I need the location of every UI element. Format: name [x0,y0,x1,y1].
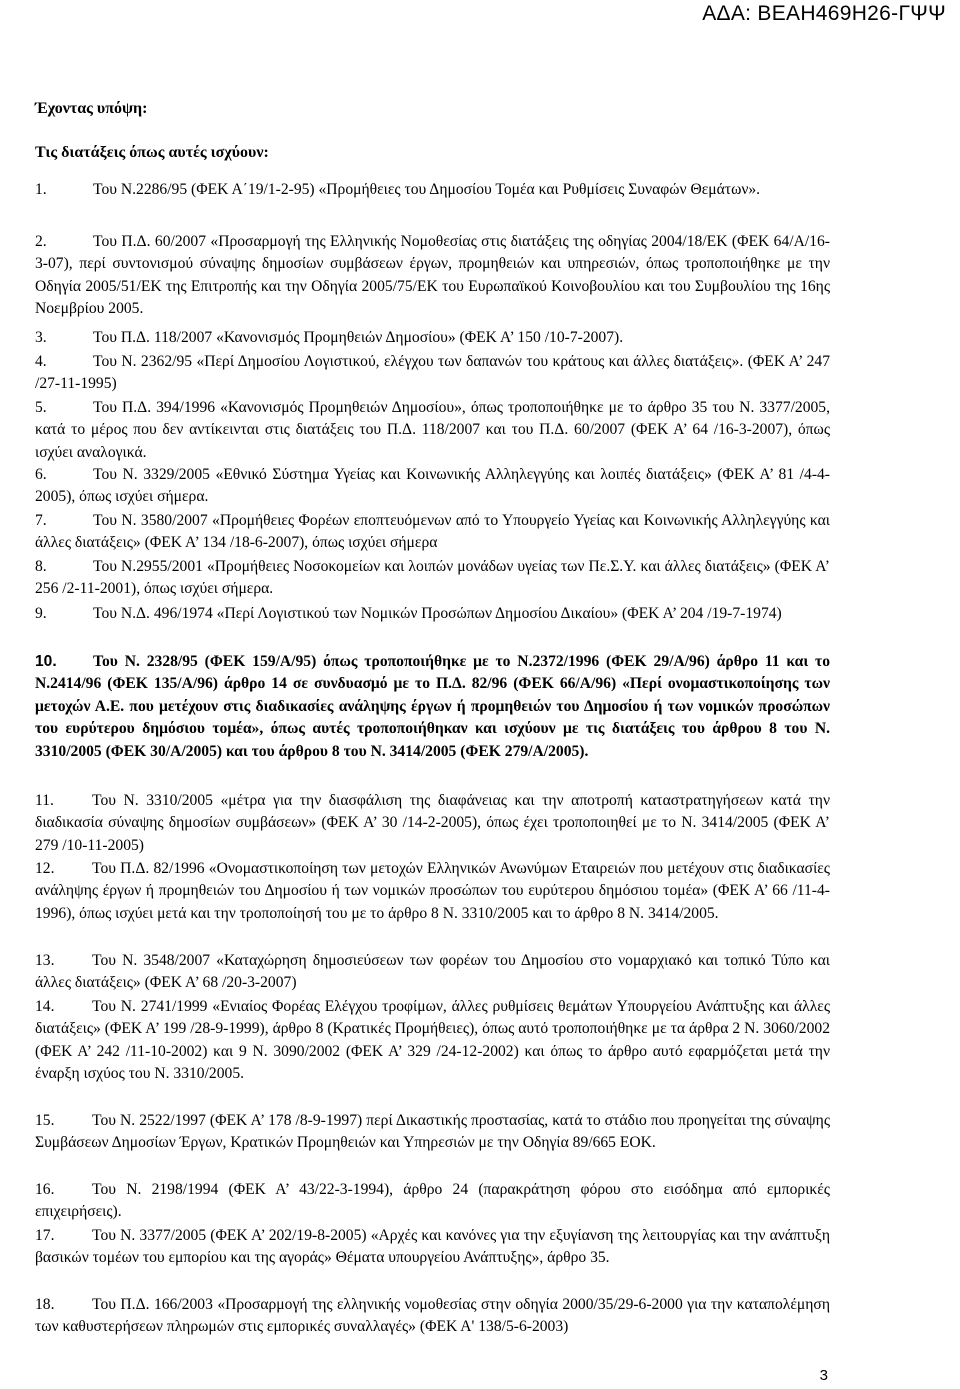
item-text: Του Ν. 2522/1997 (ΦΕΚ Α’ 178 /8-9-1997) περί Δικαστικής προστασίας, κατά το στάδιο που προηγείται της σύναψης Συμβάσεων Δημοσίων Έργων, Κρατικών Προμηθειών και Υπηρεσιών με την Οδηγία 89/665 ΕΟΚ. [35,1112,830,1152]
item-number: 2. [35,233,47,250]
list-item [35,996,830,1086]
list-item [35,950,830,995]
item-number: 7. [35,512,47,529]
item-number: 12. [35,860,55,877]
item-text: Του Ν. 3377/2005 (ΦΕΚ Α’ 202/19-8-2005) «Αρχές και κανόνες για την εξυγίανση της λειτουργίας και την ανάπτυξη βασικών τομέων του εμπορίου και της αγοράς» Θέματα υπουργείου Ανάπτυξης», άρθρο 35. [35,1227,830,1267]
item-number: 11. [35,792,54,809]
item-text: Του Ν. 2328/95 (ΦΕΚ 159/Α/95) όπως τροποποιήθηκε με το Ν.2372/1996 (ΦΕΚ 29/Α/96) άρθρο 11 και το Ν.2414/96 (ΦΕΚ 135/Α/96) άρθρο 14 σε συνδυασμό με το Π.Δ. 82/96 (ΦΕΚ 66/Α/96) «Περί ονομαστικοποίησης των μετοχών Α.Ε. που μετέχουν στις διαδικασίες ανάληψης έργων ή προμηθειών του Δημοσίου ή των νομικών προσώπων του ευρύτερου δημόσιου τομέα», όπως αυτές τροποποιήθηκαν και ισχύουν με τις διατάξεις του άρθρου 8 του Ν. 3310/2005 (ΦΕΚ 30/Α/2005) και του άρθρου 8 του Ν. 3414/2005 (ΦΕΚ 279/Α/2005). [35,653,830,760]
heading-provisions: Τις διατάξεις όπως αυτές ισχύουν: [35,144,269,161]
list-item [35,556,830,601]
page-number: 3 [819,1367,828,1384]
item-number: 8. [35,558,47,575]
list-item [35,1294,830,1339]
list-item [35,1179,830,1224]
list-item [35,1110,830,1155]
item-text: Του Ν. 2741/1999 «Ενιαίος Φορέας Ελέγχου τροφίμων, άλλες ρυθμίσεις θεμάτων Υπουργείου Ανάπτυξης και άλλες διατάξεις» (ΦΕΚ Α’ 199 /28-9-1999), άρθρο 8 (Κρατικές Προμήθειες), όπως αυτό τροποποιήθηκε με τα άρθρα 2 Ν. 3060/2002 (ΦΕΚ Α’ 242 /11-10-2002) και 9 Ν. 3090/2002 (ΦΕΚ Α’ 329 /24-12-2002) και όπως το άρθρο αυτό εφαρμόζεται μετά την έναρξη ισχύος του Ν. 3310/2005. [35,998,830,1083]
item-number: 3. [35,329,47,346]
item-number: 5. [35,399,47,416]
item-number: 18. [35,1296,55,1313]
list-item [35,510,830,555]
item-text: Του Ν. 3580/2007 «Προμήθειες Φορέων εποπτευόμενων από το Υπουργείο Υγείας και Κοινωνικής Αλληλεγγύης και άλλες διατάξεις» (ΦΕΚ Α’ 134 /18-6-2007), όπως ισχύει σήμερα [35,512,830,552]
item-number: 9. [35,605,47,622]
item-number: 13. [35,952,55,969]
item-text: Του Ν.2955/2001 «Προμήθειες Νοσοκομείων και λοιπών μονάδων υγείας των Πε.Σ.Υ. και άλλες διατάξεις» (ΦΕΚ Α’ 256 /2-11-2001), όπως ισχύει σήμερα. [35,558,830,598]
list-item [35,651,830,763]
list-item [35,790,830,857]
item-text: Του Π.Δ. 118/2007 «Κανονισμός Προμηθειών Δημοσίου» (ΦΕΚ Α’ 150 /10-7-2007). [93,329,624,346]
item-text: Του Π.Δ. 166/2003 «Προσαρμογή της ελληνικής νομοθεσίας στην οδηγία 2000/35/29-6-2000 για την καταπολέμηση των καθυστερήσεων πληρωμών στις εμπορικές συναλλαγές» (ΦΕΚ Α' 138/5-6-2003) [35,1296,830,1336]
item-number: 4. [35,353,47,370]
item-text: Του Ν.Δ. 496/1974 «Περί Λογιστικού των Νομικών Προσώπων Δημοσίου Δικαίου» (ΦΕΚ Α’ 204 /19-7-1974) [93,605,782,622]
list-item [35,351,830,396]
item-number: 6. [35,466,47,483]
item-text: Του Ν. 3548/2007 «Καταχώρηση δημοσιεύσεων των φορέων του Δημοσίου στο νομαρχιακό και τοπικό Τύπο και άλλες διατάξεις» (ΦΕΚ Α’ 68 /20-3-2007) [35,952,830,992]
ada-code: ΑΔΑ: ΒΕΑΗ469Η26-ΓΨΨ [702,2,946,25]
item-number: 10. [35,653,57,670]
item-text: Του Ν. 2198/1994 (ΦΕΚ Α’ 43/22-3-1994), άρθρο 24 (παρακράτηση φόρου στο εισόδημα από εμπορικές επιχειρήσεις). [35,1181,830,1221]
list-item [35,603,830,625]
item-text: Του Π.Δ. 394/1996 «Κανονισμός Προμηθειών Δημοσίου», όπως τροποποιήθηκε με το άρθρο 35 του Ν. 3377/2005, κατά το μέρος που δεν αντίκεινται στις διατάξεις του Π.Δ. 118/2007 και του Π.Δ. 60/2007 (ΦΕΚ Α’ 64 /16-3-2007), όπως ισχύει αναλογικά. [35,399,830,461]
heading-having-regard: Έχοντας υπόψη: [35,100,148,117]
list-item [35,1225,830,1270]
item-text: Του Π.Δ. 60/2007 «Προσαρμογή της Ελληνικής Νομοθεσίας στις διατάξεις της οδηγίας 2004/18/ΕΚ (ΦΕΚ 64/Α/16-3-07), περί συντονισμού σύναψης δημοσίων συμβάσεων έργων, προμηθειών και υπηρεσιών, όπως τροποποιήθηκε με την Οδηγία 2005/51/ΕΚ της Επιτροπής και την Οδηγία 2005/75/ΕΚ του Ευρωπαϊκού Κοινοβουλίου και του Συμβουλίου της 16ης Νοεμβρίου 2005. [35,233,830,318]
item-number: 1. [35,181,47,198]
item-text: Του Ν. 3310/2005 «μέτρα για την διασφάλιση της διαφάνειας και την αποτροπή καταστρατηγήσεων κατά την διαδικασία σύναψης δημοσίων συμβάσεων» (ΦΕΚ Α’ 30 /14-2-2005), όπως έχει τροποποιηθεί με το Ν. 3414/2005 (ΦΕΚ Α’ 279 /10-11-2005) [35,792,830,854]
list-item [35,858,830,925]
list-item [35,464,830,509]
list-item [35,231,830,321]
list-item [35,179,830,201]
item-number: 14. [35,998,55,1015]
list-item [35,397,830,464]
item-text: Του Ν. 3329/2005 «Εθνικό Σύστημα Υγείας και Κοινωνικής Αλληλεγγύης και λοιπές διατάξεις» (ΦΕΚ Α’ 81 /4-4-2005), όπως ισχύει σήμερα. [35,466,830,506]
item-number: 15. [35,1112,55,1129]
list-item [35,327,830,349]
item-text: Του Ν. 2362/95 «Περί Δημοσίου Λογιστικού, ελέγχου των δαπανών του κράτους και άλλες διατάξεις». (ΦΕΚ Α’ 247 /27-11-1995) [35,353,830,393]
item-text: Του Π.Δ. 82/1996 «Ονομαστικοποίηση των μετοχών Ελληνικών Ανωνύμων Εταιρειών που μετέχουν στις διαδικασίες ανάληψης έργων ή προμηθειών του Δημοσίου ή των νομικών προσώπων του ευρύτερου δημόσιου τομέα» (ΦΕΚ Α’ 66 /11-4-1996), όπως ισχύει μετά και την τροποποίησή του με το άρθρο 8 Ν. 3310/2005 και το άρθρο 8 Ν. 3414/2005. [35,860,830,922]
item-number: 17. [35,1227,55,1244]
item-number: 16. [35,1181,55,1198]
item-text: Του Ν.2286/95 (ΦΕΚ Α΄19/1-2-95) «Προμήθειες του Δημοσίου Τομέα και Ρυθμίσεις Συναφών Θεμάτων». [93,181,761,198]
